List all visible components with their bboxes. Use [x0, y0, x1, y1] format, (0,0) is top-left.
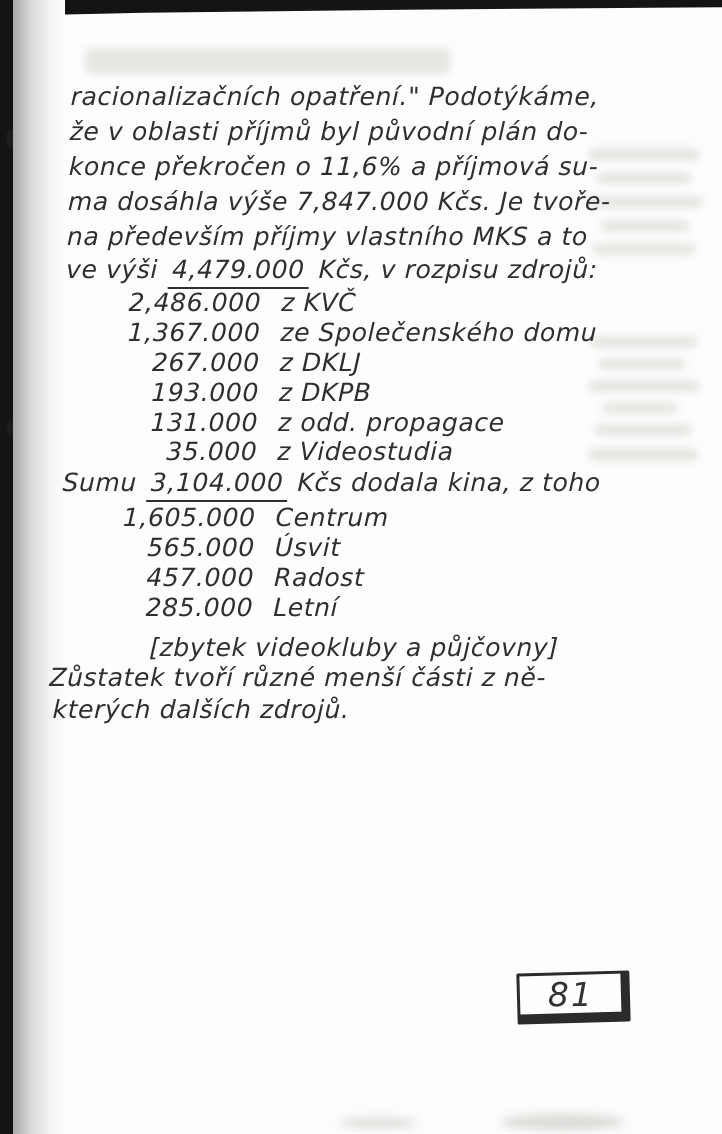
amount: 131.000: [150, 408, 259, 437]
breakdown-row: [63, 348, 361, 377]
text-line-total-mks: [66, 255, 599, 289]
breakdown-row: [65, 288, 357, 317]
amount: 267.000: [151, 348, 261, 377]
amount: 457.000: [146, 563, 255, 592]
breakdown-row: [64, 318, 597, 347]
vysi-prefix: ve výši: [65, 255, 159, 284]
text-line: kterých dalších zdrojů.: [52, 695, 351, 724]
breakdown-row: [59, 503, 389, 532]
cinema-label: Centrum: [275, 503, 390, 532]
note-line: [zbytek videokluby a půjčovny]: [148, 633, 560, 662]
text-line: konce překročen o 11,6% a příjmová su-: [68, 152, 599, 181]
breakdown-row: [57, 593, 339, 622]
spine-shadow-gradient: [13, 0, 65, 1134]
text-line: že v oblasti příjmů byl původní plán do-: [69, 117, 589, 146]
scan-edge-left: [0, 0, 13, 1134]
amount: 2,486.000: [128, 288, 262, 317]
vysi-suffix: Kčs, v rozpisu zdrojů:: [318, 255, 599, 284]
cinema-label: Úsvit: [274, 533, 342, 562]
text-line: ma dosáhla výše 7,847.000 Kčs. Je tvoře-: [67, 187, 611, 216]
breakdown-row: [62, 408, 505, 437]
cinema-label: Radost: [273, 563, 365, 592]
text-line: na především příjmy vlastního MKS a to: [66, 222, 589, 251]
sum-prefix: Sumu: [62, 468, 138, 497]
amount: 565.000: [146, 533, 256, 562]
source-label: ze Společenského domu: [280, 318, 598, 347]
scan-edge-top: [0, 0, 722, 16]
underlined-amount-kina: 3,104.000: [146, 468, 288, 502]
text-line: Zůstatek tvoří různé menší části z ně-: [49, 663, 547, 692]
breakdown-row: [58, 563, 365, 592]
amount: 1,605.000: [122, 503, 257, 532]
cinema-label: Letní: [272, 593, 339, 622]
source-label: z DKLJ: [279, 348, 362, 377]
source-label: z odd. propagace: [277, 408, 506, 437]
amount: 285.000: [145, 593, 254, 622]
breakdown-row: [61, 437, 454, 466]
text-line: racionalizačních opatření." Podotýkáme,: [70, 82, 600, 111]
source-label: z DKPB: [278, 378, 372, 407]
source-label: z KVČ: [280, 288, 357, 317]
page-number-box: [516, 970, 630, 1024]
underlined-amount-mks: 4,479.000: [168, 255, 310, 289]
breakdown-row: [58, 533, 341, 562]
sum-suffix: Kčs dodala kina, z toho: [297, 468, 602, 497]
page-number: 81: [547, 974, 594, 1014]
breakdown-row: [63, 378, 372, 407]
text-line-total-kina: [62, 468, 601, 502]
amount: 1,367.000: [127, 318, 261, 347]
scan-smudge: [500, 1114, 625, 1130]
amount: 35.000: [165, 437, 258, 466]
bleedthrough-mark: [85, 48, 450, 74]
source-label: z Videostudia: [277, 437, 455, 466]
handwritten-text-block: [49, 78, 721, 778]
amount: 193.000: [150, 378, 260, 407]
scan-smudge: [338, 1118, 418, 1128]
